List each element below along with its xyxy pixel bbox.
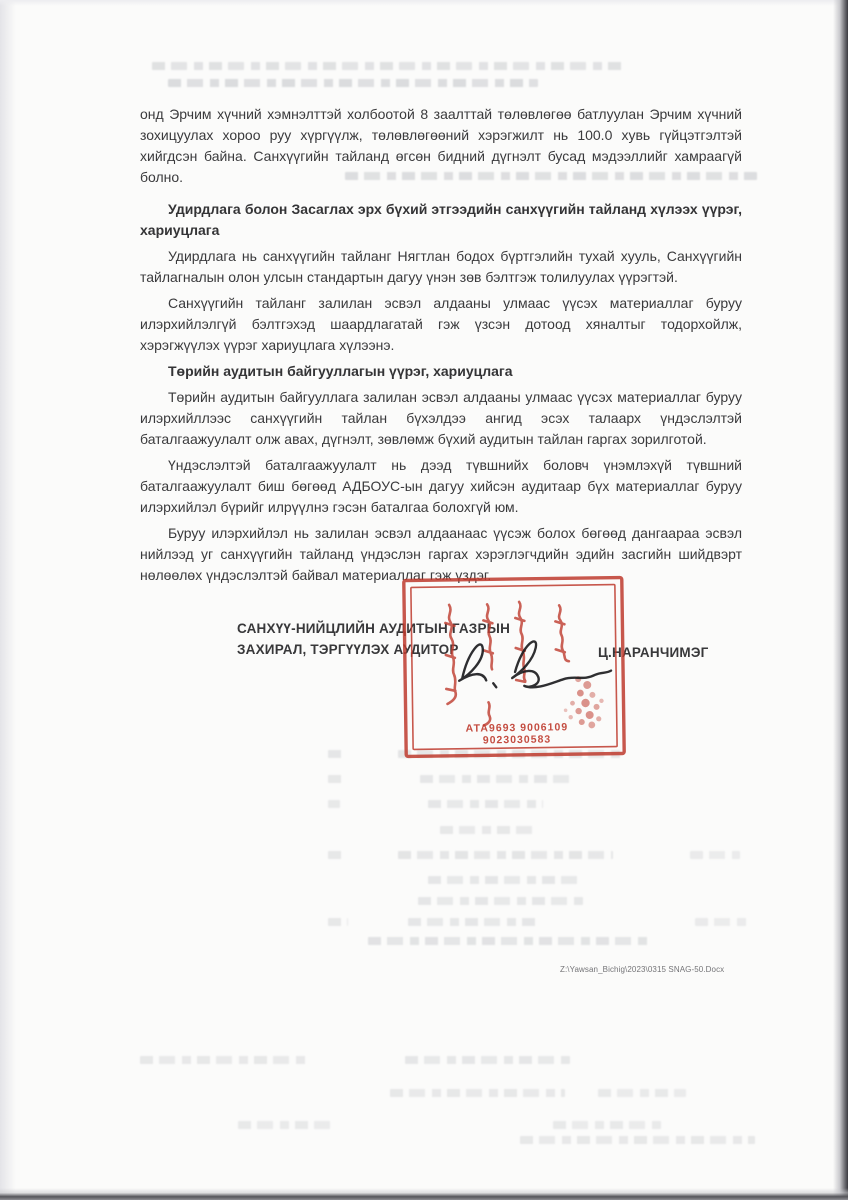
official-stamp bbox=[401, 574, 628, 759]
bleed-through-mark bbox=[428, 876, 578, 884]
heading-management-responsibility: Удирдлага болон Засаглах эрх бүхий этгээдийн санхүүгийн тайланд хүлээх үүрэг, хариуцлага bbox=[140, 201, 742, 238]
scan-edge-left bbox=[0, 0, 16, 1200]
bleed-through-mark bbox=[168, 79, 538, 87]
paragraph-state-audit-goal: Төрийн аудитын байгууллага залилан эсвэл алдааны улмаас үүсэх материаллаг буруу илэрхийллээс санхүүгийн тайлан бүхэлдээ ангид эсэх талаарх үндэслэлтэй баталгаажуулалт олж авах, дүгнэлт, зөвлөмж бүхий аудитын тайлан гаргах зорилготой. bbox=[140, 389, 742, 447]
bleed-through-mark bbox=[420, 775, 570, 783]
document-body bbox=[140, 104, 742, 591]
signer-title-line2: ЗАХИРАЛ, ТЭРГҮҮЛЭХ АУДИТОР bbox=[237, 642, 459, 657]
stamp-serial-numbers bbox=[465, 721, 568, 746]
svg-text:9023030583: 9023030583 bbox=[482, 733, 552, 747]
stamp-ink-blotch bbox=[563, 676, 604, 729]
bleed-through-mark bbox=[238, 1121, 333, 1129]
bleed-through-mark bbox=[398, 851, 613, 859]
scan-edge-top bbox=[0, 0, 848, 6]
bleed-through-mark bbox=[440, 826, 535, 834]
paragraph-reasonable-assurance: Үндэслэлтэй баталгаажуулалт нь дээд түвшнийх боловч үнэмлэхүй түвшний баталгаажуулалт биш бөгөөд АДБОУС-ын дагуу хийсэн аудитаар бүх материаллаг буруу илэрхийлэл бүрийг илрүүлнэ гэсэн баталгаа болохгүй юм. bbox=[140, 457, 742, 515]
bleed-through-mark bbox=[328, 800, 340, 808]
scan-edge-bottom bbox=[0, 1188, 848, 1200]
heading-state-audit-responsibility: Төрийн аудитын байгууллагын үүрэг, хариуцлага bbox=[168, 363, 513, 379]
svg-text:АТА9693 9006109: АТА9693 9006109 bbox=[465, 721, 569, 735]
signer-name: Ц.НАРАНЧИМЭГ bbox=[598, 645, 709, 660]
stamp-mongolian-script bbox=[445, 601, 570, 726]
bleed-through-mark bbox=[328, 918, 348, 926]
bleed-through-mark bbox=[408, 918, 538, 926]
paragraph-misstatement-definition: Буруу илэрхийлэл нь залилан эсвэл алдаанаас үүсэж болох бөгөөд дангаараа эсвэл нийлээд уг санхүүгийн тайланд үндэслэн гаргах хэрэглэгчдийн эдийн засгийн шийдвэрт нөлөөлөх үндэслэлтэй байвал материаллаг гэж үздэг. bbox=[140, 525, 742, 583]
bleed-through-mark bbox=[695, 918, 750, 926]
bleed-through-mark bbox=[418, 897, 583, 905]
bleed-through-mark bbox=[328, 750, 344, 758]
bleed-through-mark bbox=[328, 775, 342, 783]
bleed-through-mark bbox=[405, 1056, 570, 1064]
paragraph-internal-control: Санхүүгийн тайланг залилан эсвэл алдааны улмаас үүсэх материаллаг буруу илэрхийлэлгүй бэлтгэхэд шаардлагатай гэж үзсэн дотоод хяналтыг тодорхойлж, хэрэгжүүлэх үүрэг хариуцлага хүлээнэ. bbox=[140, 295, 742, 353]
bleed-through-mark bbox=[690, 851, 740, 859]
footer-file-path: Z:\Yawsan_Bichig\2023\0315 SNAG-50.Docx bbox=[560, 965, 725, 974]
bleed-through-mark bbox=[553, 1121, 661, 1129]
bleed-through-mark bbox=[390, 1089, 565, 1097]
bleed-through-mark bbox=[598, 1089, 686, 1097]
signer-org-line1: САНХҮҮ-НИЙЦЛИЙН АУДИТЫН ГАЗРЫН bbox=[237, 621, 511, 636]
paragraph-management-duty: Удирдлага нь санхүүгийн тайланг Нягтлан бодох бүртгэлийн тухай хууль, Санхүүгийн тайлагналын олон улсын стандартын дагуу үнэн зөв бэлтгэж толилуулах үүрэгтэй. bbox=[140, 248, 742, 285]
bleed-through-mark bbox=[428, 800, 543, 808]
bleed-through-mark bbox=[368, 937, 653, 945]
paragraph-continuation: онд Эрчим хүчний хэмнэлттэй холбоотой 8 заалттай төлөвлөгөө батлуулан Эрчим хүчний зохицуулах хороо руу хүргүүлж, төлөвлөгөөний хэрэгжилт нь 100.0 хувь гүйцэтгэлтэй хийгдсэн байна. Санхүүгийн тайланд өгсөн бидний дүгнэлт бусад мэдээллийг хамраагүй болно. bbox=[140, 106, 742, 185]
bleed-through-mark bbox=[152, 62, 622, 70]
bleed-through-mark bbox=[140, 1056, 310, 1064]
scan-edge-right bbox=[833, 0, 848, 1200]
bleed-through-mark bbox=[520, 1136, 755, 1144]
bleed-through-mark bbox=[328, 851, 344, 859]
